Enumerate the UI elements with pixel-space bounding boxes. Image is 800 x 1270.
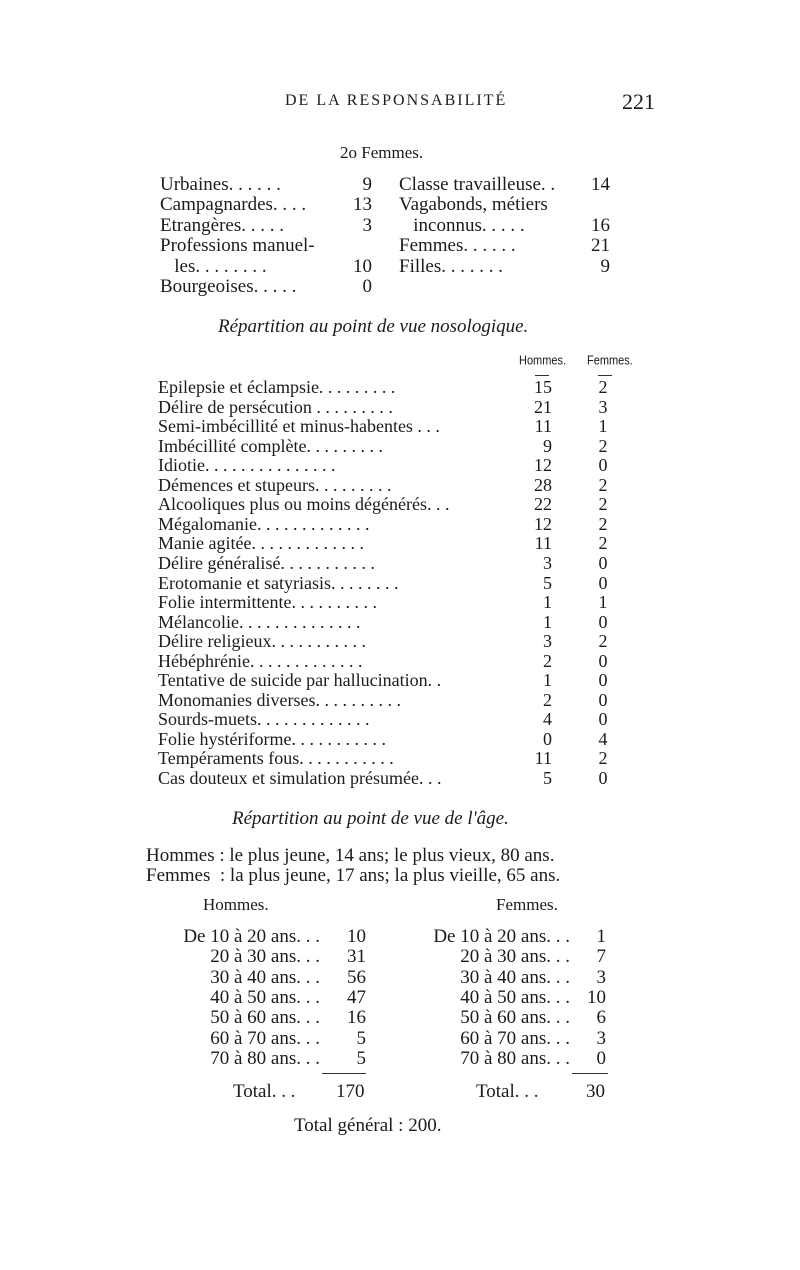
women-left-label: Professions manuel- <box>160 235 315 257</box>
nosology-row-women: 2 <box>598 533 608 554</box>
age-men-value: 10 <box>347 926 366 947</box>
nosology-row-men: 1 <box>543 611 552 632</box>
col-rule-women <box>598 375 612 376</box>
age-line-women: Femmes : la plus jeune, 17 ans; la plus vieille, 65 ans. <box>146 865 561 886</box>
women-left-label: Bourgeoises. . . . . <box>160 276 297 297</box>
nosology-row-label: Mégalomanie. . . . . . . . . . . . . <box>158 513 370 534</box>
nosology-row-label: Délire religieux. . . . . . . . . . . <box>158 631 366 652</box>
nosology-row-men: 4 <box>543 709 552 730</box>
nosology-row-men: 9 <box>543 435 552 456</box>
nosology-row-label: Idiotie. . . . . . . . . . . . . . . <box>158 455 336 476</box>
age-women-value: 1 <box>596 926 606 947</box>
age-women-value: 0 <box>596 1047 606 1069</box>
nosology-row-women: 0 <box>598 689 608 710</box>
nosology-row-men: 1 <box>543 670 552 691</box>
nosology-row-women: 0 <box>598 572 608 593</box>
nosology-row-label: Erotomanie et satyriasis. . . . . . . . <box>158 572 399 593</box>
nosology-row-men: 2 <box>543 650 552 671</box>
age-women-value: 3 <box>596 1027 606 1049</box>
women-right-label: Classe travailleuse. . <box>399 174 556 195</box>
nosology-row-women: 2 <box>598 377 608 397</box>
age-men-value: 56 <box>347 966 366 988</box>
nosology-row-label: Hébéphrénie. . . . . . . . . . . . . <box>158 650 363 671</box>
age-women-value: 7 <box>596 946 606 968</box>
nosology-row-women: 3 <box>598 396 608 417</box>
nosology-row-women: 0 <box>598 650 608 671</box>
age-men-value: 5 <box>356 1047 366 1069</box>
total-men-value: 170 <box>336 1081 365 1102</box>
age-women-label: 20 à 30 ans. . . <box>460 946 570 968</box>
age-men-label: De 10 à 20 ans. . . <box>183 926 320 947</box>
age-women-label: 50 à 60 ans. . . <box>460 1007 570 1029</box>
nosology-row-women: 0 <box>598 455 608 476</box>
nosology-row-men: 5 <box>543 768 552 788</box>
nosology-row-women: 0 <box>598 768 608 788</box>
nosology-row-men: 11 <box>534 416 552 437</box>
nosology-row-label: Folie hystériforme. . . . . . . . . . . <box>158 728 386 749</box>
age-men-label: 30 à 40 ans. . . <box>210 966 320 988</box>
age-women-label: 70 à 80 ans. . . <box>460 1047 570 1069</box>
nosology-row-label: Imbécillité complète. . . . . . . . . <box>158 435 383 456</box>
nosology-row-women: 4 <box>598 728 608 749</box>
nosology-row-men: 11 <box>534 533 552 554</box>
nosology-row-label: Mélancolie. . . . . . . . . . . . . . <box>158 611 361 632</box>
nosology-row-men: 3 <box>543 631 552 652</box>
age-women-value: 10 <box>587 986 606 1008</box>
women-left-value: 0 <box>362 276 372 297</box>
age-title: Répartition au point de vue de l'âge. <box>232 808 509 829</box>
nosology-row-men: 28 <box>534 474 552 495</box>
age-men-value: 5 <box>356 1027 366 1049</box>
nosology-row-women: 0 <box>598 670 608 691</box>
nosology-row-label: Démences et stupeurs. . . . . . . . . <box>158 474 392 495</box>
age-women-value: 3 <box>596 966 606 988</box>
nosology-row-men: 1 <box>543 592 552 613</box>
women-right-value: 9 <box>600 255 610 277</box>
nosology-row-label: Délire généralisé. . . . . . . . . . . <box>158 552 375 573</box>
nosology-row-women: 1 <box>598 416 608 437</box>
col-rule-men <box>535 375 549 376</box>
nosology-row-men: 3 <box>543 552 552 573</box>
nosology-row-label: Alcooliques plus ou moins dégénérés. . . <box>158 494 450 515</box>
nosology-row-women: 2 <box>598 435 608 456</box>
age-head-men: Hommes. <box>203 895 269 914</box>
nosology-row-men: 12 <box>534 513 552 534</box>
women-right-value: 21 <box>591 235 610 257</box>
women-left-value: 13 <box>353 194 372 216</box>
age-men-label: 50 à 60 ans. . . <box>210 1007 320 1029</box>
total-rule-women <box>572 1073 608 1074</box>
age-men-label: 60 à 70 ans. . . <box>210 1027 320 1049</box>
nosology-row-men: 11 <box>534 748 552 769</box>
running-title: DE LA RESPONSABILITÉ <box>285 92 508 109</box>
age-men-label: 40 à 50 ans. . . <box>210 986 320 1008</box>
women-right-value: 16 <box>591 214 610 236</box>
nosology-row-women: 0 <box>598 611 608 632</box>
nosology-row-label: Sourds-muets. . . . . . . . . . . . . <box>158 709 370 730</box>
nosology-row-women: 0 <box>598 709 608 730</box>
age-men-label: 70 à 80 ans. . . <box>210 1047 320 1069</box>
age-men-value: 16 <box>347 1007 366 1029</box>
women-left-label: Urbaines. . . . . . <box>160 174 281 195</box>
nosology-row-women: 1 <box>598 592 608 613</box>
total-women-value: 30 <box>586 1081 605 1102</box>
nosology-row-men: 2 <box>543 689 552 710</box>
nosology-row-men: 0 <box>543 728 552 749</box>
women-left-label: les. . . . . . . . <box>160 255 267 277</box>
col-header-women: Femmes. <box>587 353 633 369</box>
nosology-row-men: 21 <box>534 396 552 417</box>
nosology-row-label: Monomanies diverses. . . . . . . . . . <box>158 689 401 710</box>
nosology-row-label: Semi-imbécillité et minus-habentes . . . <box>158 416 440 437</box>
nosology-row-label: Manie agitée. . . . . . . . . . . . . <box>158 533 364 554</box>
age-women-label: 40 à 50 ans. . . <box>460 986 570 1008</box>
women-right-value: 14 <box>591 174 610 195</box>
women-right-label: Vagabonds, métiers <box>399 194 548 216</box>
age-men-label: 20 à 30 ans. . . <box>210 946 320 968</box>
age-women-value: 6 <box>596 1007 606 1029</box>
age-head-women: Femmes. <box>496 895 558 914</box>
nosology-row-label: Cas douteux et simulation présumée. . . <box>158 768 442 788</box>
nosology-row-women: 2 <box>598 631 608 652</box>
nosology-row-women: 2 <box>598 494 608 515</box>
total-men-label: Total. . . <box>233 1081 296 1102</box>
age-line-men: Hommes : le plus jeune, 14 ans; le plus vieux, 80 ans. <box>146 845 555 866</box>
section-title-women: 2o Femmes. <box>340 143 424 162</box>
nosology-row-label: Epilepsie et éclampsie. . . . . . . . . <box>158 377 396 397</box>
age-men-value: 47 <box>347 986 366 1008</box>
age-women-label: 60 à 70 ans. . . <box>460 1027 570 1049</box>
women-left-value: 9 <box>362 174 372 195</box>
women-left-value: 3 <box>362 214 372 236</box>
nosology-row-men: 12 <box>534 455 552 476</box>
nosology-row-label: Délire de persécution . . . . . . . . . <box>158 396 393 417</box>
women-left-label: Campagnardes. . . . <box>160 194 307 216</box>
women-right-label: Filles. . . . . . . <box>399 255 503 277</box>
nosology-row-women: 2 <box>598 513 608 534</box>
nosology-row-label: Tentative de suicide par hallucination. . <box>158 670 442 691</box>
nosology-row-women: 2 <box>598 474 608 495</box>
women-right-label: inconnus. . . . . <box>399 214 525 236</box>
nosology-row-men: 22 <box>534 494 552 515</box>
page-number: 221 <box>622 89 655 114</box>
age-women-label: De 10 à 20 ans. . . <box>433 926 570 947</box>
nosology-row-men: 15 <box>534 377 552 397</box>
women-left-value: 10 <box>353 255 372 277</box>
total-women-label: Total. . . <box>476 1081 539 1102</box>
col-header-men: Hommes. <box>519 353 567 369</box>
women-right-label: Femmes. . . . . . <box>399 235 516 257</box>
age-women-label: 30 à 40 ans. . . <box>460 966 570 988</box>
grand-total: Total général : 200. <box>294 1115 442 1136</box>
age-men-value: 31 <box>347 946 366 968</box>
women-left-label: Etrangères. . . . . <box>160 214 284 236</box>
nosology-row-label: Tempéraments fous. . . . . . . . . . . <box>158 748 394 769</box>
nosology-row-women: 2 <box>598 748 608 769</box>
total-rule-men <box>322 1073 366 1074</box>
nosology-row-label: Folie intermittente. . . . . . . . . . <box>158 592 377 613</box>
nosology-row-men: 5 <box>543 572 552 593</box>
nosology-row-women: 0 <box>598 552 608 573</box>
nosology-title: Répartition au point de vue nosologique. <box>218 316 529 337</box>
